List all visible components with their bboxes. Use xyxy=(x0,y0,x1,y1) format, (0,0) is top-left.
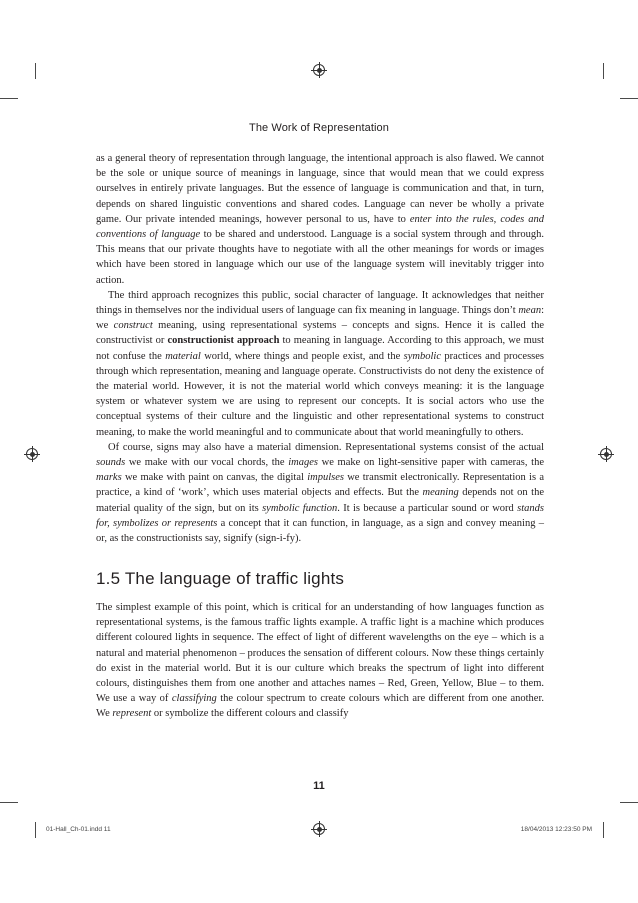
section-body-text xyxy=(96,600,544,722)
crop-mark-right-lower xyxy=(620,802,638,803)
page-number: 11 xyxy=(313,780,325,792)
paragraph: The third approach recognizes this public, social character of language. It acknowledges that neither things in themselves nor the individual users of language can fix meaning in language. Things don’t mean: we construct meaning, using representational systems – concepts and signs. Hence it is called the constructivist or constructionist approach to meaning in language. According to this approach, we must not confuse the material world, where things and people exist, and the symbolic practices and processes through which representation, meaning and language operate. Constructivists do not deny the existence of the material world. However, it is not the material world which conveys meaning: it is the language system or whatever system we are using to represent our concepts. It is social actors who use the conceptual systems of their culture and the linguistic and other representational systems to construct meaning, to make the world meaningful and to communicate about that world meaningfully to others. xyxy=(96,289,544,438)
slug-timestamp: 18/04/2013 12:23:50 PM xyxy=(520,826,592,833)
paragraph: as a general theory of representation through language, the intentional approach is also flawed. We cannot be the sole or unique source of meanings in language, since that would mean that we could express ourselves in entirely private languages. But the essence of language is communication and that, in turn, depends on shared linguistic conventions and shared codes. Language can never be wholly a private game. Our private intended meanings, however personal to us, have to enter into the rules, codes and conventions of language to be shared and understood. Language is a social system through and through. This means that our private thoughts have to negotiate with all the other meanings for words or images which have been stored in language which our use of the language system will inevitably trigger into action. xyxy=(96,153,544,286)
paragraph: Of course, signs may also have a material dimension. Representational systems consist of the actual sounds we make with our vocal chords, the images we make on light-sensitive paper with cameras, the marks we make with paint on canvas, the digital impulses we transmit electronically. Representation is a practice, a kind of ‘work’, which uses material objects and effects. But the meaning depends not on the material quality of the sign, but on its symbolic function. It is because a particular sound or word stands for, symbolizes or represents a concept that it can function, in language, as a sign and convey meaning – or, as the constructionists say, signify (sign-i-fy). xyxy=(96,441,544,545)
paragraph: The simplest example of this point, which is critical for an understanding of how languages function as representational systems, is the famous traffic lights example. A traffic light is a machine which produces different coloured lights in sequence. The effect of light of different wavelengths on the eye – which is a natural and material phenomenon – produces the sensation of different colours. Now these things certainly do exist in the material world. But it is our culture which breaks the spectrum of light into different colours, distinguishes them from one another and attaches names – Red, Green, Yellow, Blue – to them. We use a way of classifying the colour spectrum to create colours which are different from one another. We represent or symbolize the different colours and classify xyxy=(96,602,544,720)
crop-mark-top-left xyxy=(35,63,36,79)
section-heading: 1.5 The language of traffic lights xyxy=(96,569,345,588)
registration-mark-icon xyxy=(313,64,325,76)
body-text xyxy=(96,151,544,546)
crop-mark-right-upper xyxy=(620,98,638,99)
registration-mark-icon xyxy=(313,823,325,835)
registration-mark-icon xyxy=(600,448,612,460)
crop-mark-bottom-left xyxy=(35,822,36,838)
crop-mark-left-lower xyxy=(0,802,18,803)
running-head: The Work of Representation xyxy=(249,122,389,134)
crop-mark-bottom-right xyxy=(603,822,604,838)
crop-mark-top-right xyxy=(603,63,604,79)
registration-mark-icon xyxy=(26,448,38,460)
crop-mark-left-upper xyxy=(0,98,18,99)
slug-file-name: 01-Hall_Ch-01.indd 11 xyxy=(46,826,111,833)
